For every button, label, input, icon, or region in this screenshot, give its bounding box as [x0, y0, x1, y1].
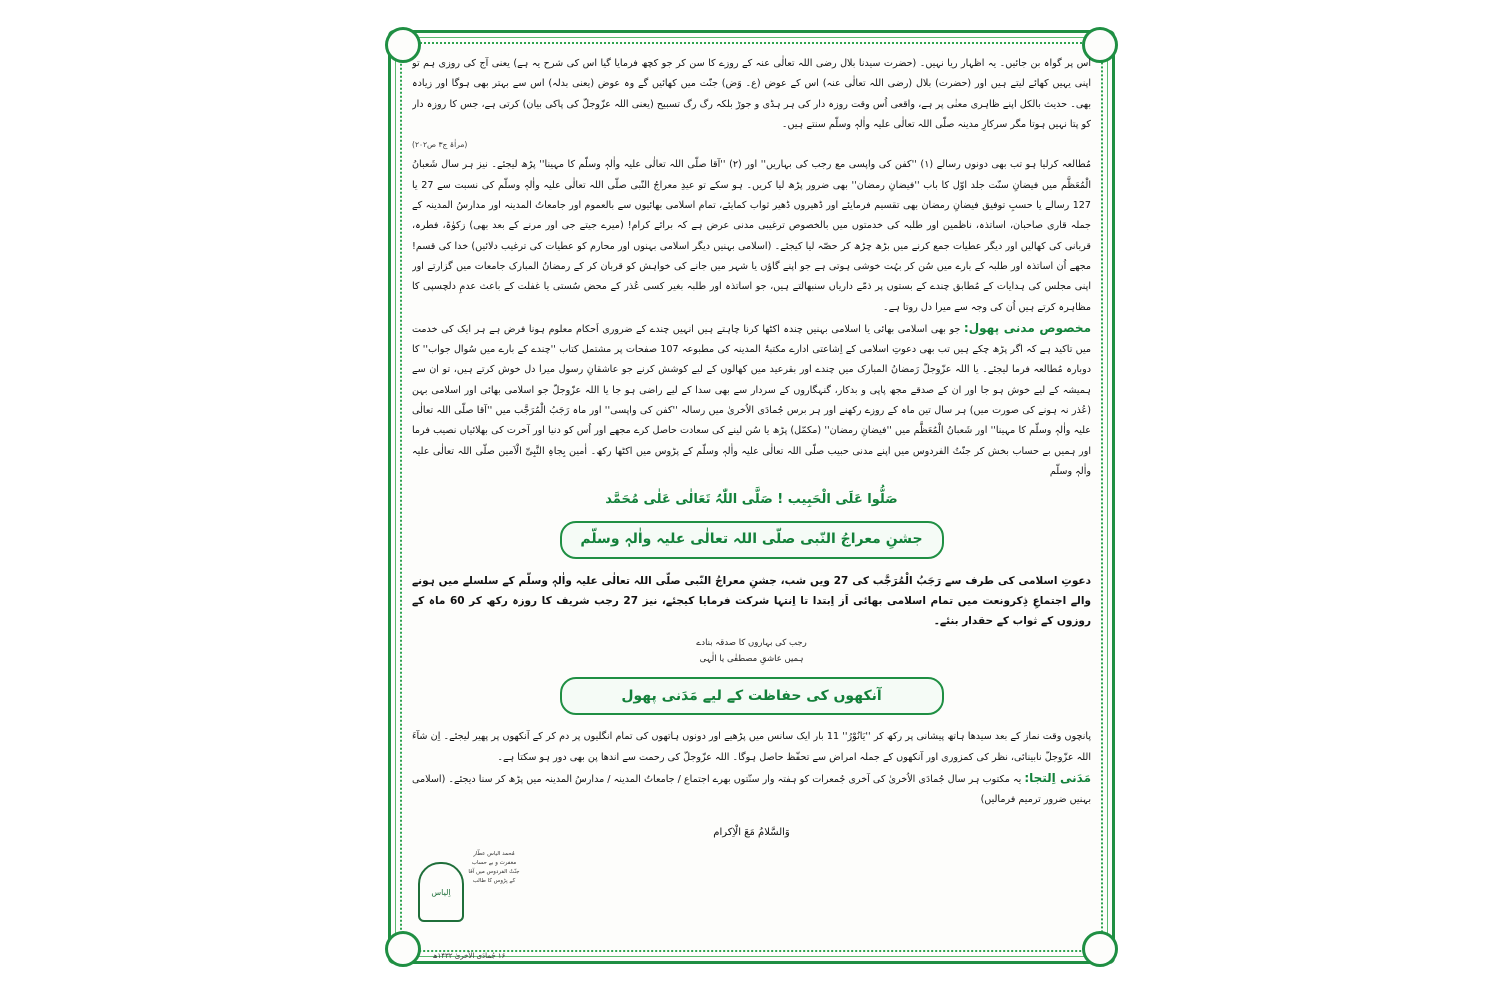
madani-phool-heading: مخصوص مدنی پھول:: [963, 320, 1091, 335]
eyes-paragraph: پانچوں وقت نماز کے بعد سیدھا ہاتھ پیشانی پر رکھ کر ''یَانُوْرُ'' 11 بار ایک سانس میں پڑھیے اور دونوں ہاتھوں کی تمام انگلیوں پر دم کر کے آنکھوں پر پھیر لیجئے۔ اِن شآءَ اللہ عزّوجلّ نابینائی، نظر کی کمزوری اور آنکھوں کے جملہ امراض سے تحفّظ حاصل ہوگا۔ اللہ عزّوجلّ کی رحمت سے اندھا پن بھی دور ہو سکتا ہے۔: [412, 731, 1091, 763]
letter-body: [412, 54, 1091, 942]
paragraph-1: اس پر گواہ بن جائیں۔ یہ اظہار ریا نہیں۔ (حضرت سیدنا بلال رضی اللہ تعالٰی عنہ کے روزے کا سن کر جو کچھ فرمایا گیا اس کی شرح یہ ہے) یعنی آج کی روزی ہم تو اپنی یہیں کھائے لیتے ہیں اور (حضرت) بلال (رضی اللہ تعالٰی عنہ) اس کے عوض (ع۔ وَض) جنّت میں کھائیں گے وہ عوض (یعنی بدلہ) اس سے بہتر بھی ہوگا اور زیادہ بھی۔ حدیث بالکل اپنے ظاہری معنٰی پر ہے، واقعی اُس وقت روزہ دار کی ہر ہڈی و جوڑ بلکہ رگ رگ تسبیح (یعنی اللہ عزّوجلّ کی پاکی بیان) کرتی ہے، جس کا روزہ دار کو پتا نہیں ہوتا مگر سرکارِ مدینہ صلّی اللہ تعالٰی علیہ واٰلہٖ وسلّم سنتے ہیں۔: [412, 58, 1091, 130]
poem-line-2: ہمیں عاشقِ مصطفٰی یا الٰہی: [699, 654, 804, 665]
durood-line: صَلُّوا عَلَی الْحَبِیب ! صَلَّی اللّٰہُ تَعَالٰی عَلٰی مُحَمَّد: [605, 492, 898, 508]
seal-emblem-icon: اِلیاس: [418, 862, 464, 922]
poem-line-1: رجب کی بہاروں کا صدقہ بنادے: [696, 638, 807, 649]
eyes-banner: آنکھوں کی حفاظت کے لیے مَدَنی پھول: [560, 677, 944, 715]
paragraph-3: [412, 318, 1091, 482]
paragraph-2: مُطالعہ کرلیا ہو تب بھی دونوں رسالے (۱) ''کفن کی واپسی مع رجب کی بہاریں'' اور (۲) ''آقا صلّی اللہ تعالٰی علیہ واٰلہٖ وسلّم کا مہینا'' پڑھ لیجئے۔ نیز ہر سال شَعبانُ الْمُعَظَّم میں فیضانِ سنّت جلد اوّل کا باب ''فیضانِ رمضان'' بھی ضرور پڑھ لیا کریں۔ ہو سکے تو عیدِ معراجُ النّبی صلّی اللہ تعالٰی علیہ واٰلہٖ وسلّم کی نسبت سے 27 یا 127 رسالے یا حسبِ توفیق فیضانِ رمضان بھی تقسیم فرمایئے اور ڈھیروں ڈھیر ثواب کمایئے، تمام اسلامی بھائیوں سے بالعموم اور جامعاتُ المدینہ اور مدارسُ المدینہ کے جملہ قاری صاحبان، اساتذہ، ناظمین اور طلبہ کی خدمتوں میں بالخصوص ترغیبی مدنی عرض ہے کہ برائے کرام! (میرے جیتے جی اور مرنے کے بعد بھی) زکوٰۃ، فطرہ، قربانی کی کھالیں اور دیگر عطیات جمع کرنے میں بڑھ چڑھ کر حصّہ لیا کیجئے۔ (اسلامی بہنیں دیگر اسلامی بہنوں اور محارم کو عطیات کی ترغیب دلائیں) خدا کی قسم! مجھے اُن اساتذہ اور طلبہ کے بارے میں سُن کر بہُت خوشی ہوتی ہے جو اپنے گاؤں یا شہر میں جانے کی خواہش کو قربان کر کے رمضانُ المبارک جامعات میں گزارتے اور اپنی مجلس کی ہدایات کے مُطابق چندے کے بستوں پر ذمّے داریاں سنبھالتے ہیں، جو اساتذہ اور طلبہ بغیر کسی عُذر کے محض سُستی یا غفلت کے باعث عدمِ دلچسپی کا مظاہرہ کرتے ہیں اُن کی وجہ سے میرا دل روتا ہے۔: [412, 159, 1091, 313]
miraj-banner: جشنِ معراجُ النّبی صلّی اللہ تعالٰی علیہ واٰلہٖ وسلّم: [560, 521, 944, 559]
seal-line: کے پڑوس کا طالب: [472, 878, 516, 884]
letter-page: [388, 30, 1115, 964]
iltija-paragraph: [412, 768, 1091, 811]
seal-text: [464, 850, 524, 886]
seal-date: ۱۶ جُمادَی الاُخریٰ ۱۴۳۲ھ: [432, 952, 506, 960]
ameen-line: اٰمین بِجاہِ النَّبِیِّ الْاَمین صلّی اللہ تعالٰی علیہ واٰلہٖ وسلّم: [412, 445, 1091, 477]
seal-line: مغفرت و بے حساب: [471, 860, 517, 866]
closing-salutation: وَالسَّلامُ مَعَ الْاِکرام: [713, 826, 790, 838]
poem: [412, 635, 1091, 667]
miraj-announcement: دعوتِ اسلامی کی طرف سے رَجَبُ الْمُرَجَّب کی 27 ویں شب، جشنِ معراجُ النّبی صلّی اللہ تعالٰی علیہ واٰلہٖ وسلّم کے سلسلے میں ہونے والے اجتماعِ ذِکرونعت میں تمام اسلامی بھائی اَز اِبتدا تا اِنتہا شرکت فرمایا کیجئے، نیز 27 رجب شریف کا روزہ رکھ کر 60 ماہ کے روزوں کے ثواب کے حقدار بنئے۔: [412, 574, 1091, 628]
seal-line: جنّتُ الفردوس میں آقا: [468, 869, 520, 875]
reference: (مراٰۃ ج۳ ص۲۰۲): [412, 140, 468, 150]
signature-seal: [414, 840, 524, 960]
iltija-text: یہ مکتوب ہر سال جُمادَی الاُخریٰ کی آخری جُمعرات کو ہفتہ وار سنّتوں بھرے اجتماع / جامعاتُ المدینہ / مدارسُ المدینہ میں پڑھ کر سنا دیجئے۔ (اسلامی بہنیں ضرور ترمیم فرمالیں): [412, 774, 1091, 806]
seal-line: مُحمد الیاس عطّار: [473, 851, 515, 857]
iltija-heading: مَدَنی اِلتجا:: [1024, 771, 1091, 786]
paragraph-3-text: جو بھی اسلامی بھائی یا اسلامی بہنیں چندہ اکٹھا کرنا چاہتے ہیں انہیں چندے کے ضروری اَحکام معلوم ہونا فرض ہے ہر ایک کی خدمت میں تاکید ہے کہ اگر پڑھ چکے ہیں تب بھی دعوتِ اسلامی کے اِشاعتی ادارے مکتبۃُ المدینہ کی مطبوعہ 107 صفحات پر مشتمل کتاب ''چندے کے بارے میں سُوال جواب'' کا دوبارہ مُطالعہ فرما لیجئے۔ یا اللہ عزّوجلّ رَمضانُ المبارک میں چندے اور بقرعید میں کھالوں کے لیے کوشش کرنے جو عاشقانِ رسول میرا دل خوش کرتے ہیں، تو ان سے ہمیشہ کے لیے خوش ہو جا اور ان کے صدقے مجھ پاپی و بدکار، گنہگاروں کے سردار سے بھی سدا کے لیے راضی ہو جا یا اللہ عزّوجلّ جو اسلامی بھائی اور اسلامی بہن (عُذر نہ ہونے کی صورت میں) ہر سال تین ماہ کے روزے رکھنے اور ہر برس جُمادَی الاُخریٰ میں رسالہ ''کفن کی واپسی'' اور ماہ رَجَبُ الْمُرَجَّب میں ''آقا صلّی اللہ تعالٰی علیہ واٰلہٖ وسلّم کا مہینا'' اور شَعبانُ الْمُعَظَّم میں ''فیضانِ رمضان'' (مکمّل) پڑھ یا سُن لینے کی سعادت حاصل کرے مجھے اور اُس کو دنیا اور آخرت کی بھلائیاں نصیب فرما اور ہمیں بے حساب بخش کر جنّتُ الفردوس میں اپنے مدنی حبیب صلّی اللہ تعالٰی علیہ واٰلہٖ وسلّم کے پڑوس میں اکٹھا رکھ۔: [412, 323, 1091, 457]
bottom-section: [412, 727, 1091, 842]
